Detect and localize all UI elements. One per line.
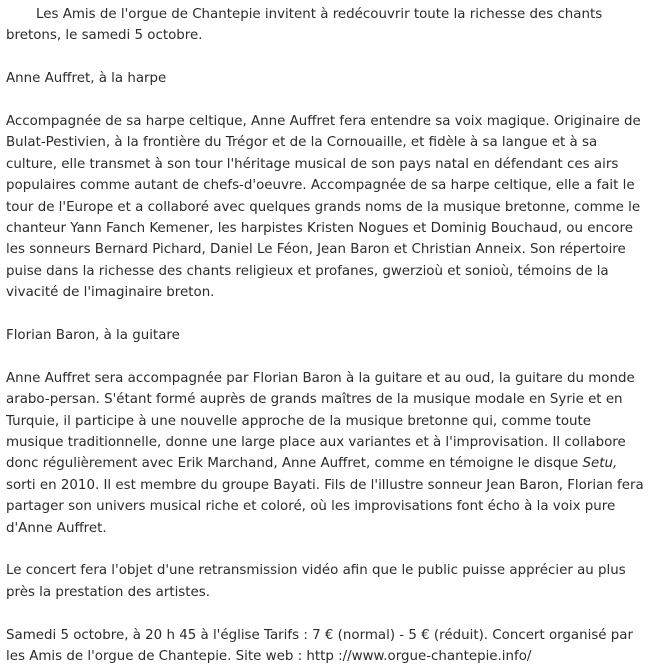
intro-paragraph xyxy=(6,4,648,47)
album-title: Setu, xyxy=(582,456,618,472)
practical-info-paragraph xyxy=(6,625,648,668)
intro-text: Les Amis de l'orgue de Chantepie invitent à redécouvrir toute la richesse des chants bretons, le samedi 5 octobre. xyxy=(6,7,603,44)
section-heading-guitar: Florian Baron, à la guitare xyxy=(6,328,180,344)
section-heading-harp: Anne Auffret, à la harpe xyxy=(6,71,167,87)
website-url: http ://www.orgue-chantepie.info/ xyxy=(306,649,532,665)
harp-paragraph: Accompagnée de sa harpe celtique, Anne Auffret fera entendre sa voix magique. Originaire de Bulat-Pestivien, à la frontière du Trégor et de la Cornouaille, et fidèle à sa langue et à sa culture, elle transmet à son tour l'héritage musical de son pays natal en défendant ces airs populaires comme autant de chefs-d'oeuvre. Accompagnée de sa harpe celtique, elle a fait le tour de l'Europe et a collaboré avec quelques grands noms de la musique bretonne, comme le chanteur Yann Fanch Kemener, les harpistes Kristen Nogues et Dominig Bouchaud, ou encore les sonneurs Bernard Pichard, Daniel Le Féon, Jean Baron et Christian Anneix. Son répertoire puise dans la richesse des chants religieux et profanes, gwerzioù et sonioù, témoins de la vivacité de l'imaginaire breton. xyxy=(6,114,641,301)
guitar-paragraph xyxy=(6,368,648,539)
guitar-text-start: Anne Auffret sera accompagnée par Florian Baron à la guitare et au oud, la guitare du monde arabo-persan. S'étant formé auprès de grands maîtres de la musique modale en Syrie et en Turquie, il participe à une nouvelle approche de la musique bretonne qui, comme toute musique traditionnelle, donne une large place aux variantes et à l'improvisation. Il collabore donc régulièrement avec Erik Marchand, Anne Auffret, comme en témoigne le disque xyxy=(6,370,635,472)
broadcast-paragraph: Le concert fera l'objet d'une retransmission vidéo afin que le public puisse apprécier au plus près la prestation des artistes. xyxy=(6,563,626,600)
practical-info-text: Samedi 5 octobre, à 20 h 45 à l'église Tarifs : 7 € (normal) - 5 € (réduit). Concert organisé par les Amis de l'orgue de Chantepie. Site web : xyxy=(6,627,634,665)
guitar-text-end: sorti en 2010. Il est membre du groupe Bayati. Fils de l'illustre sonneur Jean Baron, Florian fera partager son univers musical riche et coloré, où les improvisations font écho à la voix pure d'Anne Auffret. xyxy=(6,477,644,536)
